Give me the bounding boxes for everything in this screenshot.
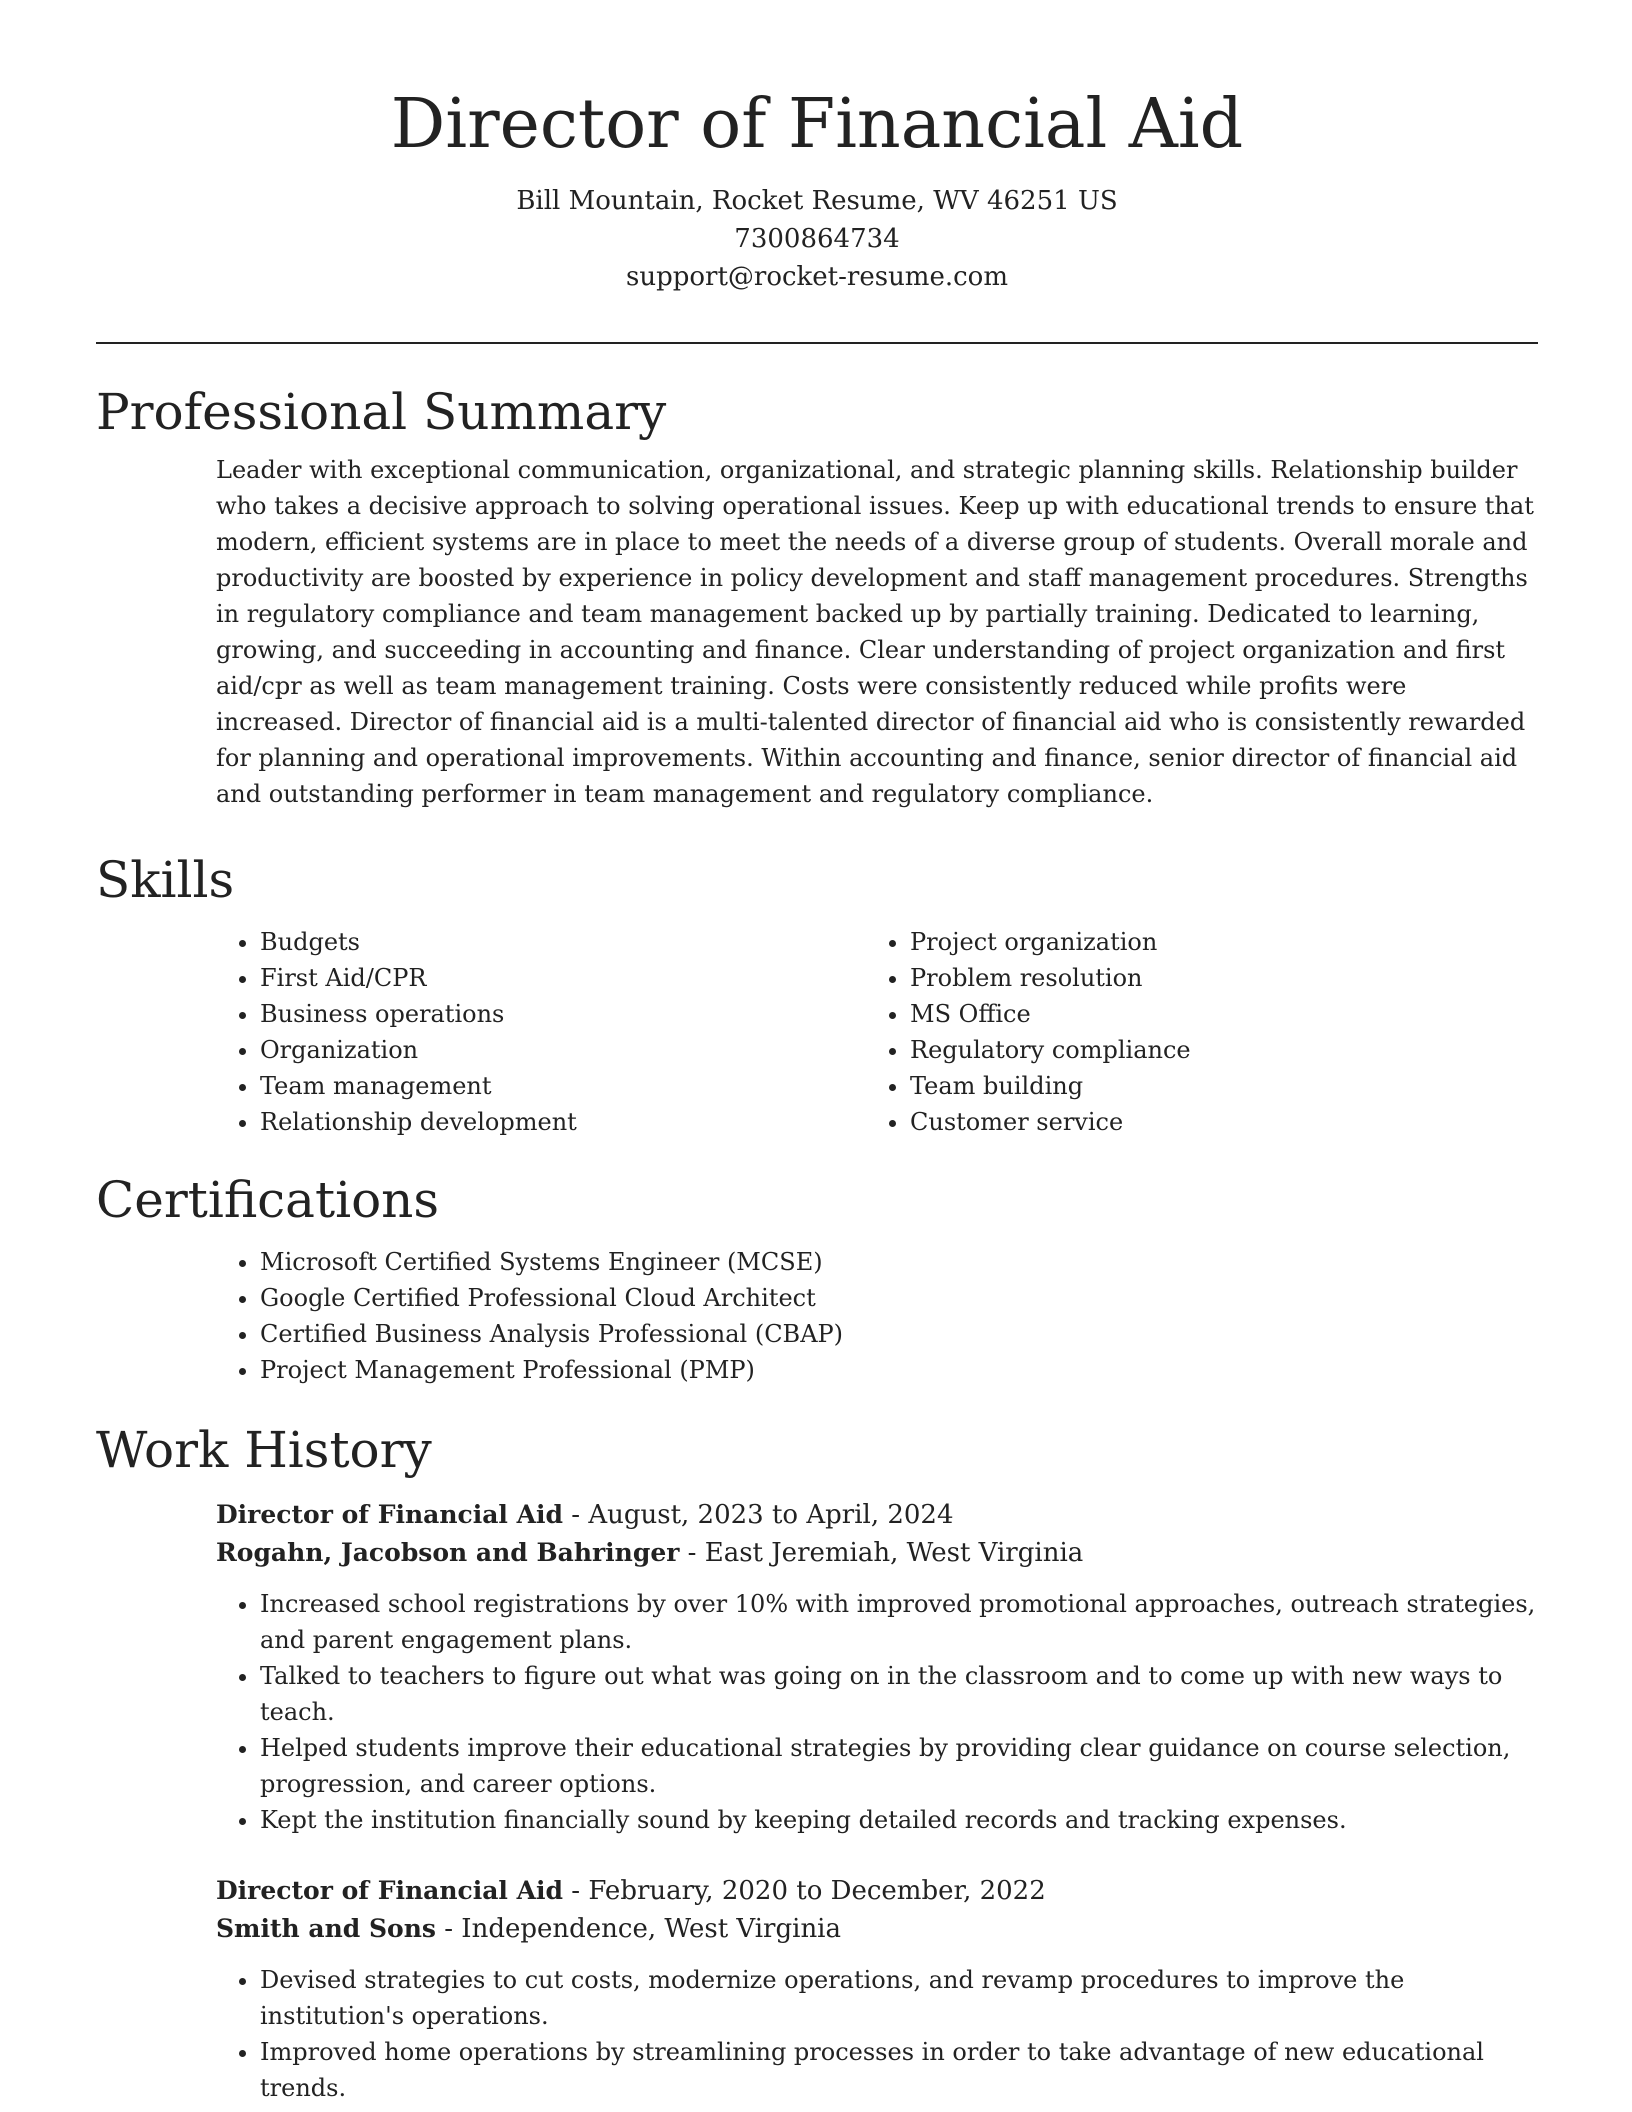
job-bullet: • Kept the institution financially sound by keeping detailed records and tracking expenses.	[260, 1802, 1538, 1838]
work-history-section	[96, 1418, 1538, 2106]
email: support@rocket-resume.com	[625, 262, 1008, 292]
skill-item: • Regulatory compliance	[910, 1032, 1516, 1068]
job-bullet: • Increased school registrations by over 10% with improved promotional approaches, outreach strategies, and parent engagement plans.	[260, 1586, 1538, 1658]
job-title: Director of Financial Aid	[216, 1500, 563, 1529]
skill-item: • Relationship development	[260, 1104, 866, 1140]
certification-item: • Google Certified Professional Cloud Architect	[260, 1280, 1416, 1316]
certification-item: • Microsoft Certified Systems Engineer (MCSE)	[260, 1244, 1416, 1280]
address: Bill Mountain, Rocket Resume, WV 46251 US	[516, 186, 1118, 216]
skill-item: • Customer service	[910, 1104, 1516, 1140]
job-entry	[216, 1496, 1538, 1838]
job-company: Smith and Sons	[216, 1914, 436, 1943]
skill-item: • Business operations	[260, 996, 866, 1032]
job-bullet: • Talked to teachers to figure out what was going on in the classroom and to come up with new ways to teach.	[260, 1658, 1538, 1730]
skill-item: • Team building	[910, 1068, 1516, 1104]
skills-column-left	[216, 924, 866, 1140]
job-bullets	[216, 1586, 1538, 1838]
skill-item: • Problem resolution	[910, 960, 1516, 996]
job-bullet: • Improved home operations by streamlining processes in order to take advantage of new educational trends.	[260, 2034, 1538, 2106]
summary-section	[96, 380, 1538, 812]
skills-section	[96, 848, 1538, 1140]
skill-item: • MS Office	[910, 996, 1516, 1032]
job-title-line	[216, 1872, 1538, 1910]
job-entry	[216, 1872, 1538, 2106]
candidate-name: Director of Financial Aid	[390, 85, 1244, 164]
skills-title: Skills	[96, 851, 235, 909]
skill-item: • Project organization	[910, 924, 1516, 960]
skills-grid	[216, 924, 1538, 1140]
job-location: - East Jeremiah, West Virginia	[679, 1538, 1084, 1568]
job-company: Rogahn, Jacobson and Bahringer	[216, 1538, 680, 1567]
skill-item: • Organization	[260, 1032, 866, 1068]
job-dates: - February, 2020 to December, 2022	[563, 1876, 1046, 1906]
certifications-list	[216, 1244, 1538, 1388]
job-company-line	[216, 1534, 1538, 1572]
certifications-section	[96, 1168, 1538, 1388]
summary-text: Leader with exceptional communication, organizational, and strategic planning skills. Relationship builder who takes a decisive approach to solving operational issues. Keep up with educational trends to ensure that modern, efficient systems are in place to meet the needs of a diverse group of students. Overall morale and productivity are boosted by experience in policy development and staff management procedures. Strengths in regulatory compliance and team management backed up by partially training. Dedicated to learning, growing, and succeeding in accounting and finance. Clear understanding of project organization and first aid/cpr as well as team management training. Costs were consistently reduced while profits were increased. Director of financial aid is a multi-talented director of financial aid who is consistently rewarded for planning and operational improvements. Within accounting and finance, senior director of financial aid and outstanding performer in team management and regulatory compliance.	[216, 456, 1534, 808]
job-bullets	[216, 1962, 1538, 2106]
job-bullet: • Helped students improve their educational strategies by providing clear guidance on course selection, progression, and career options.	[260, 1730, 1538, 1802]
skills-column-right	[866, 924, 1516, 1140]
work-history-title: Work History	[96, 1421, 432, 1479]
certification-item: • Project Management Professional (PMP)	[260, 1352, 1416, 1388]
job-company-line	[216, 1910, 1538, 1948]
certifications-title: Certifications	[96, 1171, 440, 1229]
header-divider	[96, 342, 1538, 344]
contact-info	[96, 182, 1538, 296]
certification-item: • Certified Business Analysis Professional (CBAP)	[260, 1316, 1416, 1352]
skill-item: • Team management	[260, 1068, 866, 1104]
job-location: - Independence, West Virginia	[435, 1914, 842, 1944]
skill-item: • Budgets	[260, 924, 866, 960]
phone: 7300864734	[734, 224, 900, 254]
skill-item: • First Aid/CPR	[260, 960, 866, 996]
job-bullet: • Devised strategies to cut costs, modernize operations, and revamp procedures to improve the institution's operations.	[260, 1962, 1538, 2034]
resume-header	[96, 80, 1538, 296]
job-dates: - August, 2023 to April, 2024	[563, 1500, 954, 1530]
job-title-line	[216, 1496, 1538, 1534]
summary-title: Professional Summary	[96, 383, 667, 441]
job-title: Director of Financial Aid	[216, 1876, 563, 1905]
